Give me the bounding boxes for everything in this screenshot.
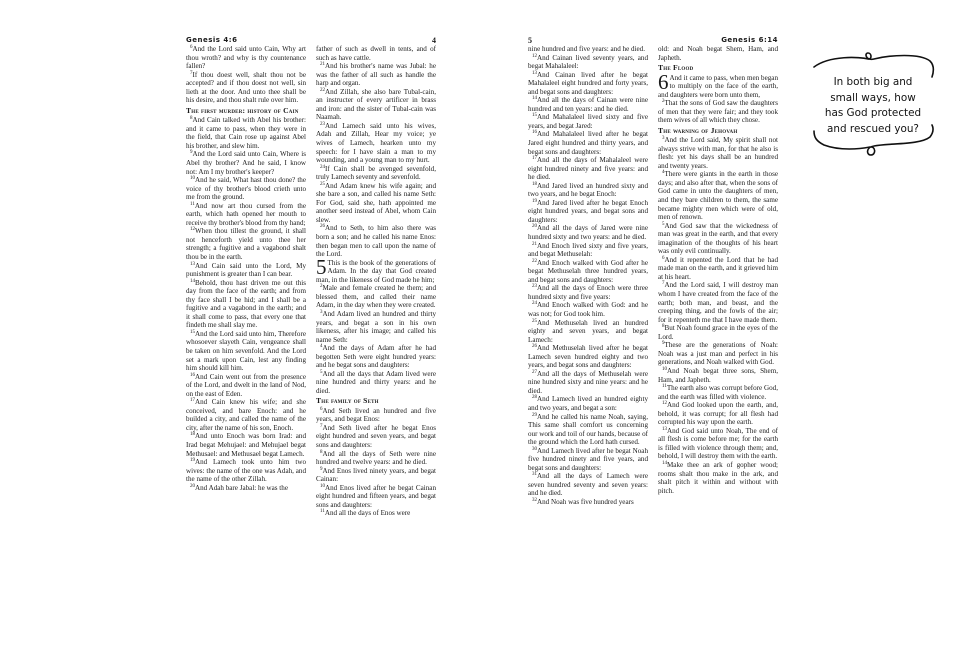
verse xyxy=(528,344,648,370)
verse-number: 3 xyxy=(662,136,665,142)
verse xyxy=(528,71,648,97)
verse-number: 6 xyxy=(320,406,323,412)
verse-number: 11 xyxy=(320,509,325,515)
verse-number: 21 xyxy=(320,62,325,68)
verse-number: 29 xyxy=(532,412,537,418)
section-heading: The first murder: history of Cain xyxy=(186,105,299,115)
verse xyxy=(186,176,306,202)
verse xyxy=(528,242,648,259)
verse xyxy=(528,301,648,318)
verse-number: 8 xyxy=(320,449,323,455)
verse-text: There were giants in the earth in those days; and also after that, when the sons of God came in unto the daughters of men, and they bare children to them, the same became mighty men which were of old, men of renown. xyxy=(658,170,778,222)
verse xyxy=(658,324,778,341)
verse-text: And Enos lived ninety years, and begat Cainan: xyxy=(316,466,436,484)
verse-text: And Seth lived an hundred and five years, and begat Enos: xyxy=(316,406,436,424)
verse-text: And Cain knew his wife; and she conceived, and bare Enoch: and he builded a city, and called the name of the city, after the name of his son, Enoch. xyxy=(186,398,306,432)
verse-text: If Cain shall be avenged sevenfold, truly Lamech seventy and sevenfold. xyxy=(316,164,436,182)
verse-text: And all the days of Mahalaleel were eight hundred ninety and five years: and he died. xyxy=(528,156,648,182)
verse xyxy=(316,88,436,122)
verse-text: And all the days of Lamech were seven hundred seventy and seven years: and he died. xyxy=(528,472,648,498)
verse-text: And Adam knew his wife again; and she bare a son, and called his name Seth: For God, said she, hath appointed me another seed instead of Abel, whom Cain slew. xyxy=(316,181,436,224)
verse xyxy=(316,424,436,450)
verse xyxy=(528,156,648,182)
verse-number: 31 xyxy=(532,472,537,478)
verse-text: And Lamech said unto his wives, Adah and Zillah, Hear my voice; ye wives of Lamech, hearken unto my speech: for I have slain a man to my wounding, and a young man to my hurt. xyxy=(316,121,436,165)
verse xyxy=(316,509,436,518)
verse-number: 9 xyxy=(190,150,193,156)
verse xyxy=(186,202,306,228)
verse xyxy=(316,182,436,225)
verse xyxy=(186,150,306,176)
verse xyxy=(528,96,648,113)
verse xyxy=(528,182,648,199)
verse-number: 14 xyxy=(190,278,195,284)
left-page-column-2 xyxy=(316,36,436,518)
verse xyxy=(316,165,436,182)
verse xyxy=(186,45,306,71)
verse xyxy=(316,344,436,370)
verse-text: And all the days that Adam lived were nine hundred and thirty years: and he died. xyxy=(316,369,436,395)
verse xyxy=(528,413,648,447)
verse-number: 7 xyxy=(320,423,323,429)
question-line: small ways, how xyxy=(830,91,916,104)
verse-text: And God looked upon the earth, and, behold, it was corrupt; for all flesh had corrupted his way upon the earth. xyxy=(658,401,778,427)
verse-number: 16 xyxy=(190,372,195,378)
reflection-prompt xyxy=(810,45,936,163)
verse xyxy=(186,373,306,399)
verse-text: And the days of Adam after he had begotten Seth were eight hundred years: and he begat sons and daughters: xyxy=(316,344,436,370)
verse xyxy=(316,224,436,258)
verse-number: 19 xyxy=(190,458,195,464)
verse xyxy=(186,484,306,493)
verse-text: Behold, thou hast driven me out this day from the face of the earth; and from thy face shall I be hid; and I shall be a fugitive and a vagabond in the earth; and it shall come to pass, that every one that findeth me shall slay me. xyxy=(186,278,306,330)
verse-text: Male and female created he them; and blessed them, and called their name Adam, in the day when they were created. xyxy=(316,284,436,310)
verse-text: old: and Noah begat Shem, Ham, and Japheth. xyxy=(658,45,778,62)
verse-text: nine hundred and five years: and he died. xyxy=(528,45,646,53)
verse-text: And now art thou cursed from the earth, which hath opened her mouth to receive thy brother's blood from thy hand; xyxy=(186,201,306,227)
verse xyxy=(528,130,648,156)
verse-number: 8 xyxy=(662,324,665,330)
column-text xyxy=(658,45,778,495)
verse-number: 15 xyxy=(190,329,195,335)
verse-text: And Noah begat three sons, Shem, Ham, and Japheth. xyxy=(658,366,778,384)
verse-number: 12 xyxy=(190,227,195,233)
verse-text: And Noah was five hundred years xyxy=(537,497,634,506)
verse-number: 20 xyxy=(532,224,537,230)
verse-number: 8 xyxy=(190,116,193,122)
verse-text: And Cainan lived seventy years, and begat Mahalaleel: xyxy=(528,53,648,71)
verse-text: And Zillah, she also bare Tubal-cain, an instructer of every artificer in brass and iron: and the sister of Tubal-cain was Naamah. xyxy=(316,87,436,122)
running-head-left: Genesis 4:6 xyxy=(186,36,238,44)
verse-text: And all the days of Enoch were three hundred sixty and five years: xyxy=(528,284,648,301)
verse-continuation xyxy=(528,45,648,54)
verse xyxy=(528,395,648,412)
verse-number: 23 xyxy=(320,121,325,127)
verse-number: 7 xyxy=(190,70,193,76)
verse-text: And Methuselah lived after he begat Lamech seven hundred eighty and two years, and begat sons and daughters: xyxy=(528,344,648,370)
verse xyxy=(658,256,778,282)
verse-text: And Cain went out from the presence of the Lord, and dwelt in the land of Nod, on the east of Eden. xyxy=(186,372,306,398)
verse-number: 13 xyxy=(190,261,195,267)
verse xyxy=(316,284,436,310)
verse xyxy=(528,370,648,396)
running-head-right: Genesis 6:14 xyxy=(721,36,778,44)
verse-number: 24 xyxy=(532,301,537,307)
verse-text: And Enos lived after he begat Cainan eight hundred and fifteen years, and begat sons and daughters: xyxy=(316,483,436,509)
verse-text: When thou tillest the ground, it shall not henceforth yield unto thee her strength; a fugitive and a vagabond shalt thou be in the earth. xyxy=(186,227,306,261)
verse-text: And Cainan lived after he begat Mahalaleel eight hundred and forty years, and begat sons and daughters: xyxy=(528,70,648,96)
verse xyxy=(658,99,778,125)
verse-number: 27 xyxy=(532,369,537,375)
verse-text: And God saw that the wickedness of man was great in the earth, and that every imagination of the thoughts of his heart was only evil continually. xyxy=(658,221,778,256)
verse-text: And Adah bare Jabal: he was the xyxy=(195,483,288,492)
verse-text: And Enoch walked with God after he begat Methuselah three hundred years, and begat sons and daughters: xyxy=(528,258,648,284)
verse-text: And Enoch lived sixty and five years, and begat Methuselah: xyxy=(528,241,648,259)
verse-number: 11 xyxy=(662,384,667,390)
verse-number: 2 xyxy=(662,99,665,105)
chapter-number: 5 xyxy=(316,254,327,279)
question-line: has God protected xyxy=(824,107,922,119)
verse-number: 5 xyxy=(320,369,323,375)
verse-text: And Enoch walked with God: and he was not; for God took him. xyxy=(528,301,648,318)
question-line: and rescued you? xyxy=(827,122,919,135)
verse-number: 10 xyxy=(190,176,195,182)
verse-text: And all the days of Cainan were nine hundred and ten years: and he died. xyxy=(528,96,648,113)
verse xyxy=(658,367,778,384)
verse-text: And the Lord said unto Cain, Why art thou wroth? and why is thy countenance fallen? xyxy=(186,45,306,71)
verse-text: And it came to pass, when men began to multiply on the face of the earth, and daughters were born unto them, xyxy=(658,73,778,99)
verse-number: 3 xyxy=(320,309,323,315)
verse xyxy=(528,224,648,241)
verse-number: 12 xyxy=(532,53,537,59)
right-page-column-1 xyxy=(528,36,648,507)
page-number-left: 4 xyxy=(432,36,436,45)
verse xyxy=(528,199,648,225)
verse xyxy=(316,450,436,467)
verse-number: 26 xyxy=(320,224,325,230)
verse-text: And the Lord said, My spirit shall not always strive with man, for that he also is flesh: yet his days shall be an hundred and twenty years. xyxy=(658,136,778,170)
verse xyxy=(316,122,436,165)
verse-continuation xyxy=(316,45,436,62)
verse-text: father of such as dwell in tents, and of such as have cattle. xyxy=(316,45,436,62)
verse xyxy=(528,472,648,498)
verse-number: 6 xyxy=(190,45,193,50)
verse-number: 4 xyxy=(320,344,323,350)
verse xyxy=(658,384,778,401)
verse xyxy=(528,447,648,473)
verse xyxy=(658,281,778,324)
verse-text: But Noah found grace in the eyes of the Lord. xyxy=(658,324,778,341)
verse-number: 5 xyxy=(662,221,665,227)
verse-text: If thou doest well, shalt thou not be accepted? and if thou doest not well, sin lieth at the door. And unto thee shall be his desire, and thou shalt rule over him. xyxy=(186,70,306,105)
verse xyxy=(316,310,436,344)
verse-text: And unto Enoch was born Irad: and Irad begat Mehujael: and Mehujael begat Methusael: and Methusael begat Lamech. xyxy=(186,432,306,458)
verse xyxy=(658,427,778,461)
verse xyxy=(186,116,306,150)
verse-text: And all the days of Methuselah were nine hundred sixty and nine years: and he died. xyxy=(528,369,648,395)
column-text xyxy=(186,45,306,492)
verse-number: 23 xyxy=(532,284,537,290)
verse-number: 25 xyxy=(320,181,325,187)
verse-text: And Seth lived after he begat Enos eight hundred and seven years, and begat sons and daughters: xyxy=(316,423,436,450)
verse-number: 24 xyxy=(320,164,325,170)
verse xyxy=(316,62,436,88)
verse-text: And to Seth, to him also there was born a son; and he called his name Enos: then began men to call upon the name of the Lord. xyxy=(316,224,436,259)
verse xyxy=(528,284,648,301)
verse xyxy=(186,458,306,484)
verse-number: 6 xyxy=(662,255,665,261)
verse-text: And Mahalaleel lived after he begat Jared eight hundred and thirty years, and begat sons and daughters: xyxy=(528,130,648,156)
verse xyxy=(658,170,778,221)
verse-number: 22 xyxy=(532,258,537,264)
verse-number: 20 xyxy=(190,483,195,489)
verse-text: And he called his name Noah, saying, This same shall comfort us concerning our work and toil of our hands, because of the ground which the Lord hath cursed. xyxy=(528,412,648,447)
verse xyxy=(658,341,778,367)
verse-number: 9 xyxy=(662,341,665,347)
verse-number: 28 xyxy=(532,395,537,401)
verse-text: And the Lord said unto him, Therefore whosoever slayeth Cain, vengeance shall be taken on him sevenfold. And the Lord set a mark upon Cain, lest any finding him should kill him. xyxy=(186,329,306,373)
verse-text: And all the days of Seth were nine hundred and twelve years: and he died. xyxy=(316,449,436,467)
verse xyxy=(186,279,306,330)
left-page-column-1 xyxy=(186,36,306,492)
column-text xyxy=(528,45,648,507)
section-heading: The family of Seth xyxy=(316,396,379,406)
verse-number: 17 xyxy=(532,156,537,162)
verse-text: And the Lord said, I will destroy man whom I have created from the face of the earth; both man, and beast, and the creeping thing, and the fowls of the air; for it repenteth me that I have made them. xyxy=(658,281,778,324)
verse-text: And Jared lived after he begat Enoch eight hundred years, and begat sons and daughters: xyxy=(528,198,648,224)
verse-text: And Mahalaleel lived sixty and five years, and begat Jared: xyxy=(528,113,648,130)
verse xyxy=(186,398,306,432)
verse-number: 14 xyxy=(532,96,537,102)
verse-text: And his brother's name was Jubal: he was the father of all such as handle the harp and organ. xyxy=(316,62,436,88)
verse-text: And God said unto Noah, The end of all flesh is come before me; for the earth is filled with violence through them; and, behold, I will destroy them with the earth. xyxy=(658,426,778,461)
verse xyxy=(186,71,306,105)
verse-text: And the Lord said unto Cain, Where is Abel thy brother? And he said, I know not: Am I my brother's keeper? xyxy=(186,150,306,176)
verse-number: 15 xyxy=(532,113,537,119)
section-heading: The warning of Jehovah xyxy=(658,125,738,135)
verse xyxy=(186,227,306,261)
right-page-column-2 xyxy=(658,36,778,495)
verse-text: The earth also was corrupt before God, and the earth was filled with violence. xyxy=(658,384,778,401)
verse-number: 22 xyxy=(320,87,325,93)
column-text xyxy=(316,45,436,518)
verse-number: 30 xyxy=(532,446,537,452)
page-number-right: 5 xyxy=(528,36,532,45)
verse-number: 18 xyxy=(190,432,195,438)
question-line: In both big and xyxy=(833,76,913,88)
verse-number: 12 xyxy=(662,401,667,407)
verse-text: And Lamech took unto him two wives: the name of the one was Adah, and the name of the other Zillah. xyxy=(186,458,306,484)
verse-text: And all the days of Jared were nine hundred sixty and two years: and he died. xyxy=(528,224,648,242)
verse-number: 21 xyxy=(532,241,537,247)
verse xyxy=(528,259,648,285)
verse xyxy=(658,461,778,495)
verse-text: Make thee an ark of gopher wood; rooms shalt thou make in the ark, and shalt pitch it within and without with pitch. xyxy=(658,460,778,495)
verse-text: And Lamech lived an hundred eighty and two years, and begat a son: xyxy=(528,395,648,412)
verse-text: And Cain said unto the Lord, My punishment is greater than I can bear. xyxy=(186,261,306,279)
verse-number: 14 xyxy=(662,460,667,466)
verse xyxy=(316,407,436,424)
verse xyxy=(528,498,648,507)
verse xyxy=(186,330,306,373)
verse xyxy=(186,432,306,458)
verse xyxy=(528,319,648,345)
verse-text: And Lamech lived after he begat Noah five hundred ninety and five years, and begat sons and daughters: xyxy=(528,446,648,472)
verse-text: And Cain talked with Abel his brother: and it came to pass, when they were in the field, that Cain rose up against Abel his brother, and slew him. xyxy=(186,116,306,150)
chapter-start xyxy=(316,254,436,285)
verse xyxy=(316,484,436,510)
chapter-start xyxy=(658,69,778,100)
verse-text: And he said, What hast thou done? the voice of thy brother's blood crieth unto me from the ground. xyxy=(186,176,306,202)
verse-number: 26 xyxy=(532,344,537,350)
verse-text: And Methuselah lived an hundred eighty and seven years, and begat Lamech: xyxy=(528,318,648,344)
verse xyxy=(316,467,436,484)
verse xyxy=(528,113,648,130)
verse-number: 4 xyxy=(662,170,665,176)
reflection-question xyxy=(810,75,936,137)
verse xyxy=(658,136,778,170)
verse-number: 9 xyxy=(320,466,323,472)
verse-number: 16 xyxy=(532,130,537,136)
verse-continuation xyxy=(658,45,778,62)
verse xyxy=(316,370,436,396)
verse xyxy=(658,401,778,427)
verse-number: 25 xyxy=(532,318,537,324)
verse-number: 13 xyxy=(662,426,667,432)
verse-number: 7 xyxy=(662,281,665,287)
verse-number: 11 xyxy=(190,201,195,207)
verse xyxy=(186,262,306,279)
verse-number: 13 xyxy=(532,70,537,76)
verse-text: And it repented the Lord that he had made man on the earth, and it grieved him at his heart. xyxy=(658,255,778,281)
verse-text: And Adam lived an hundred and thirty years, and begat a son in his own likeness, after his image; and called his name Seth: xyxy=(316,309,436,344)
verse-number: 18 xyxy=(532,181,537,187)
verse-number: 19 xyxy=(532,198,537,204)
verse-text: These are the generations of Noah: Noah was a just man and perfect in his generations, and Noah walked with God. xyxy=(658,341,778,367)
verse-text: And all the days of Enos were xyxy=(324,509,411,518)
verse-number: 17 xyxy=(190,398,195,404)
verse-number: 10 xyxy=(320,483,325,489)
verse-text: And Jared lived an hundred sixty and two years, and he begat Enoch: xyxy=(528,181,648,199)
verse-number: 32 xyxy=(532,497,537,503)
verse-number: 10 xyxy=(662,366,667,372)
chapter-number: 6 xyxy=(658,69,669,94)
section-heading: The Flood xyxy=(658,63,694,73)
verse-text: This is the book of the generations of Adam. In the day that God created man, in the likeness of God made he him; xyxy=(316,258,436,284)
verse xyxy=(528,54,648,71)
verse-number: 2 xyxy=(320,284,323,290)
verse-text: That the sons of God saw the daughters of men that they were fair; and they took them wives of all which they chose. xyxy=(658,99,778,125)
verse xyxy=(658,222,778,256)
